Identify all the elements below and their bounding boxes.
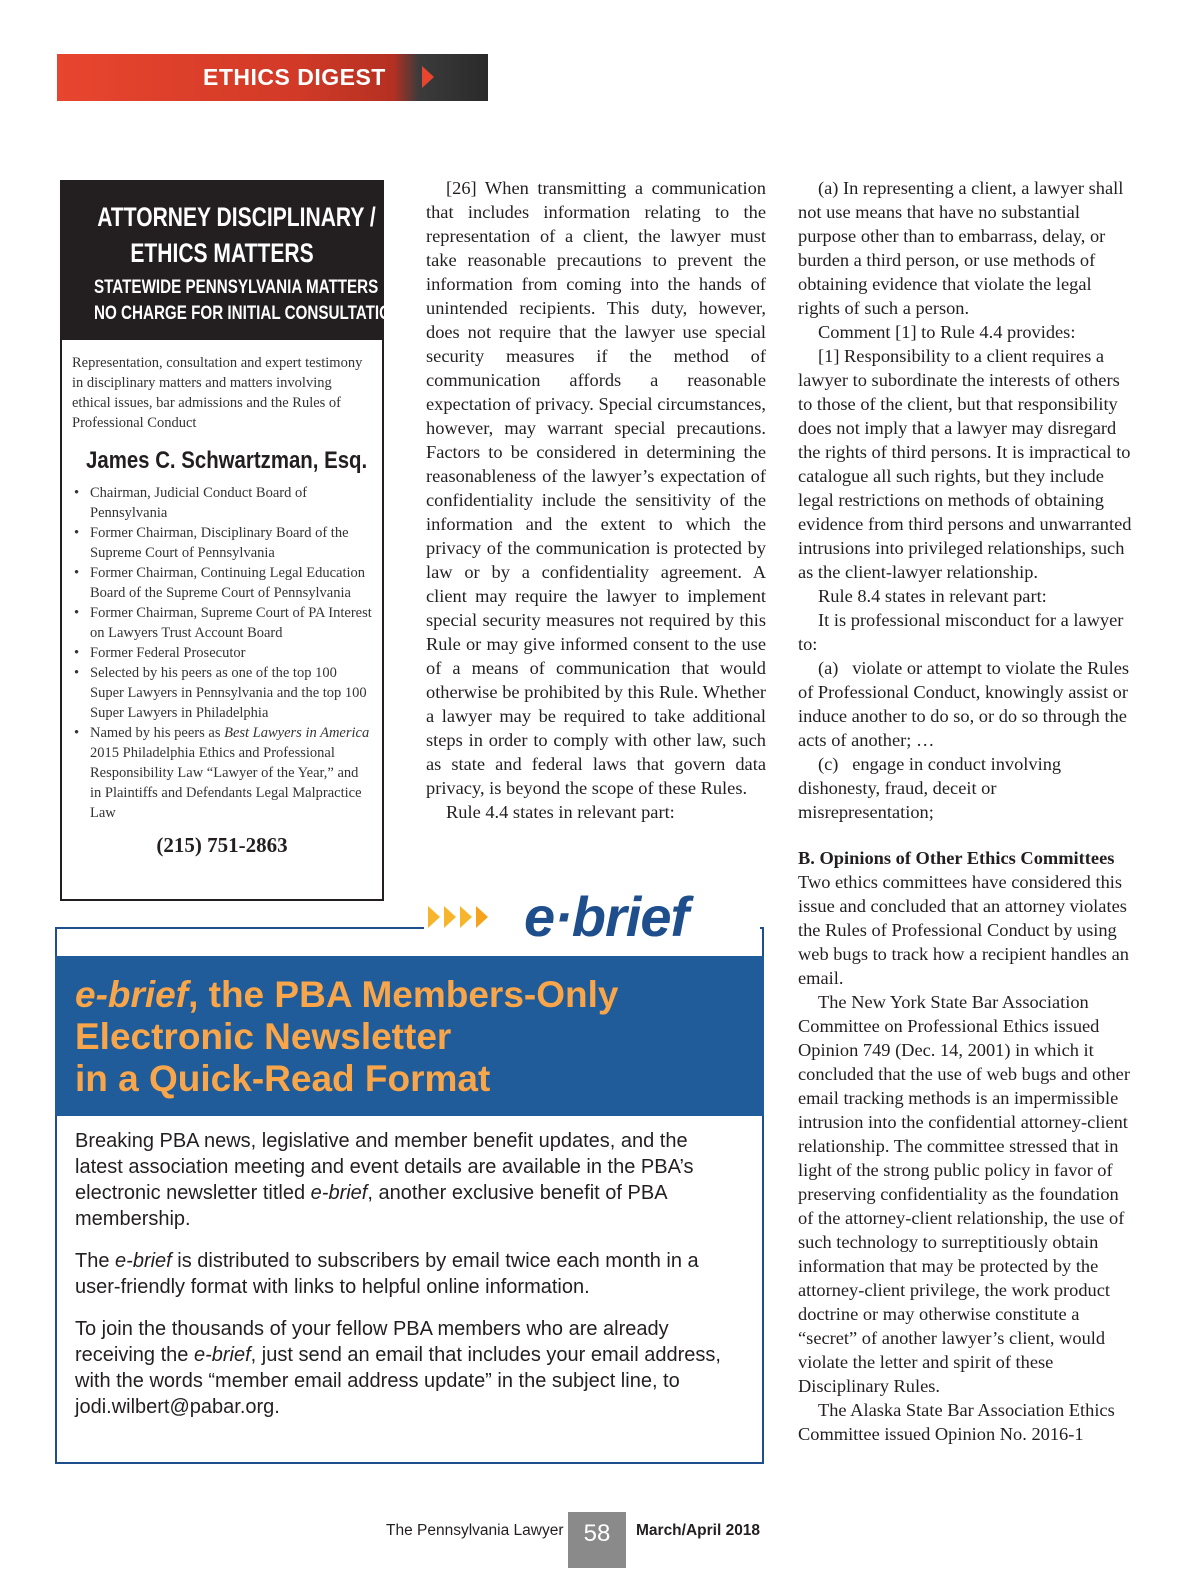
section-heading: B. Opinions of Other Ethics Committees	[798, 848, 1115, 868]
triangle-arrow-icon	[422, 66, 434, 88]
paragraph: Two ethics committees have considered this issue and concluded that an attorney violates the Rules of Professional Conduct by using web bugs to track how a recipient handles an email.	[798, 872, 1129, 988]
publication-name: The Pennsylvania Lawyer	[386, 1522, 564, 1539]
credential-item: • Selected by his peers as one of the top 100 Super Lawyers in Pennsylvania and the top 100 Super Lawyers in Philadelphia	[72, 663, 372, 723]
credential-item	[72, 723, 372, 823]
attorney-ad-intro: Representation, consultation and expert testimony in disciplinary matters and matters involving ethical issues, bar admissions and the Rules of Professional Conduct	[72, 355, 363, 431]
credentials-list	[62, 475, 382, 823]
ebrief-headline-em: e-brief	[75, 974, 189, 1015]
credential-text: 2015 Philadelphia Ethics and Professional Responsibility Law “Lawyer of the Year,” and in Plaintiffs and Defendants Legal Malpractice Law	[90, 745, 362, 821]
paragraph: The New York State Bar Association Committee on Professional Ethics issued Opinion 749 (Dec. 14, 2001) in which it concluded that the use of web bugs and other email tracking methods is an impermissible intrusion into the confidential attorney-client relationship. The committee stressed that in light of the strong public policy in favor of preserving confidentiality as the foundation of the attorney-client relationship, the use of such technology to surreptitiously obtain information that may be protected by the attorney-client privilege, the work product doctrine or may otherwise constitute a “secret” of another lawyer’s client, would violate the letter and spirit of these Disciplinary Rules.	[798, 992, 1130, 1396]
ebrief-paragraph	[75, 1248, 725, 1300]
page-number: 58	[568, 1512, 626, 1568]
section-banner	[57, 54, 488, 101]
paragraph: (a) In representing a client, a lawyer shall not use means that have no substantial purpose other than to embarrass, delay, or burden a third person, or use methods of obtaining evidence that violate the legal rights of such a person.	[798, 178, 1124, 318]
attorney-ad-sub-line1: STATEWIDE PENNSYLVANIA MATTERS	[94, 277, 379, 298]
issue-date: March/April 2018	[636, 1522, 761, 1539]
ebrief-text: To join the thousands of your fellow PBA members who are already receiving the	[75, 1318, 669, 1366]
attorney-ad-title-line1: ATTORNEY DISCIPLINARY /	[97, 202, 376, 232]
attorney-phone: (215) 751-2863	[156, 833, 288, 857]
article-column-1	[426, 176, 766, 824]
paragraph: The Alaska State Bar Association Ethics Committee issued Opinion No. 2016-1	[798, 1400, 1115, 1444]
credential-publication: Best Lawyers in America	[224, 725, 370, 741]
attorney-ad	[60, 180, 402, 901]
chevron-right-icon	[428, 906, 440, 928]
paragraph: Rule 4.4 states in relevant part:	[446, 802, 675, 822]
credential-item: • Former Federal Prosecutor	[72, 643, 372, 663]
paragraph: [1] Responsibility to a client requires a lawyer to subordinate the interests of others to those of the client, but that responsibility does not imply that a lawyer may disregard the rights of third persons. It is impractical to catalogue all such rights, but they include legal restrictions on methods of obtaining evidence from third persons and unwarranted intrusions into privileged relationships, such as the client-lawyer relationship.	[798, 346, 1132, 582]
ebrief-headline-line1: , the PBA Members-Only	[188, 974, 619, 1015]
attorney-name: James C. Schwartzman, Esq.	[86, 447, 368, 474]
attorney-ad-title-line2: ETHICS MATTERS	[130, 238, 314, 268]
ebrief-text-em: e-brief	[310, 1182, 368, 1204]
ebrief-text: is distributed to subscribers by email twice each month in a user-friendly format with links to helpful online information.	[75, 1250, 699, 1298]
ebrief-text-em: e-brief	[115, 1250, 172, 1272]
paragraph: [26] When transmitting a communication that includes information relating to the representation of a client, the lawyer must take reasonable precautions to prevent the information from coming into the hands of unintended recipients. This duty, however, does not require that the lawyer use special security measures if the method of communication affords a reasonable expectation of privacy. Special circumstances, however, may warrant special precautions. Factors to be considered in determining the reasonableness of the lawyer’s expectation of confidentiality include the sensitivity of the information and the extent to which the privacy of the communication is protected by law or by a confidentiality agreement. A client may require the lawyer to implement special security measures not required by this Rule or may give informed consent to the use of a means of communication that would otherwise be prohibited by this Rule. Whether a lawyer may be required to take additional steps in order to comply with other law, such as state and federal laws that govern data privacy, is beyond the scope of these Rules.	[426, 178, 766, 798]
ebrief-logo	[424, 885, 760, 948]
ebrief-headline-line2: Electronic Newsletter	[75, 1016, 452, 1057]
credential-item: • Former Chairman, Disciplinary Board of the Supreme Court of Pennsylvania	[72, 523, 372, 563]
ebrief-text: , just send an email that includes your email address, with the words “member email address update” in the subject line, to jodi.wilbert@pabar.org.	[75, 1344, 721, 1418]
page-footer	[0, 1512, 1200, 1568]
credential-text: Named by his peers as	[90, 725, 225, 741]
ebrief-headline-line3: in a Quick-Read Format	[75, 1058, 491, 1099]
section-label: ETHICS DIGEST	[203, 64, 386, 90]
ebrief-logo-word: e·brief	[524, 885, 689, 948]
paragraph: It is professional misconduct for a lawyer to:	[798, 610, 1124, 654]
ebrief-text: Breaking PBA news, legislative and member benefit updates, and the latest association meeting and event details are available in the PBA’s electronic newsletter titled	[75, 1130, 694, 1204]
attorney-ad-sub-line2: NO CHARGE FOR INITIAL CONSULTATION	[94, 303, 402, 324]
ebrief-headline	[75, 974, 618, 1100]
ebrief-text-em: e-brief	[193, 1344, 251, 1366]
attorney-ad-header	[62, 182, 402, 340]
paragraph: Rule 8.4 states in relevant part:	[818, 586, 1047, 606]
ebrief-text: , another exclusive benefit of PBA membership.	[75, 1182, 667, 1230]
paragraph: (c) engage in conduct involving dishonesty, fraud, deceit or misrepresentation;	[798, 754, 1066, 822]
ebrief-text: The	[75, 1250, 116, 1272]
article-column-2	[798, 176, 1132, 1446]
ebrief-paragraph	[75, 1316, 725, 1420]
paragraph: Comment [1] to Rule 4.4 provides:	[818, 322, 1076, 342]
ebrief-headline-band	[55, 956, 764, 1116]
chevron-right-icon	[444, 906, 456, 928]
credential-item: • Chairman, Judicial Conduct Board of Pennsylvania	[72, 483, 372, 523]
chevron-right-icon	[476, 906, 488, 928]
ebrief-body	[75, 1128, 725, 1436]
chevron-right-icon	[460, 906, 472, 928]
paragraph: (a) violate or attempt to violate the Rules of Professional Conduct, knowingly assist or induce another to do so, or do so through the acts of another; …	[798, 658, 1134, 750]
credential-item: • Former Chairman, Continuing Legal Education Board of the Supreme Court of Pennsylvania	[72, 563, 372, 603]
ebrief-paragraph	[75, 1128, 725, 1232]
credential-item: • Former Chairman, Supreme Court of PA Interest on Lawyers Trust Account Board	[72, 603, 372, 643]
